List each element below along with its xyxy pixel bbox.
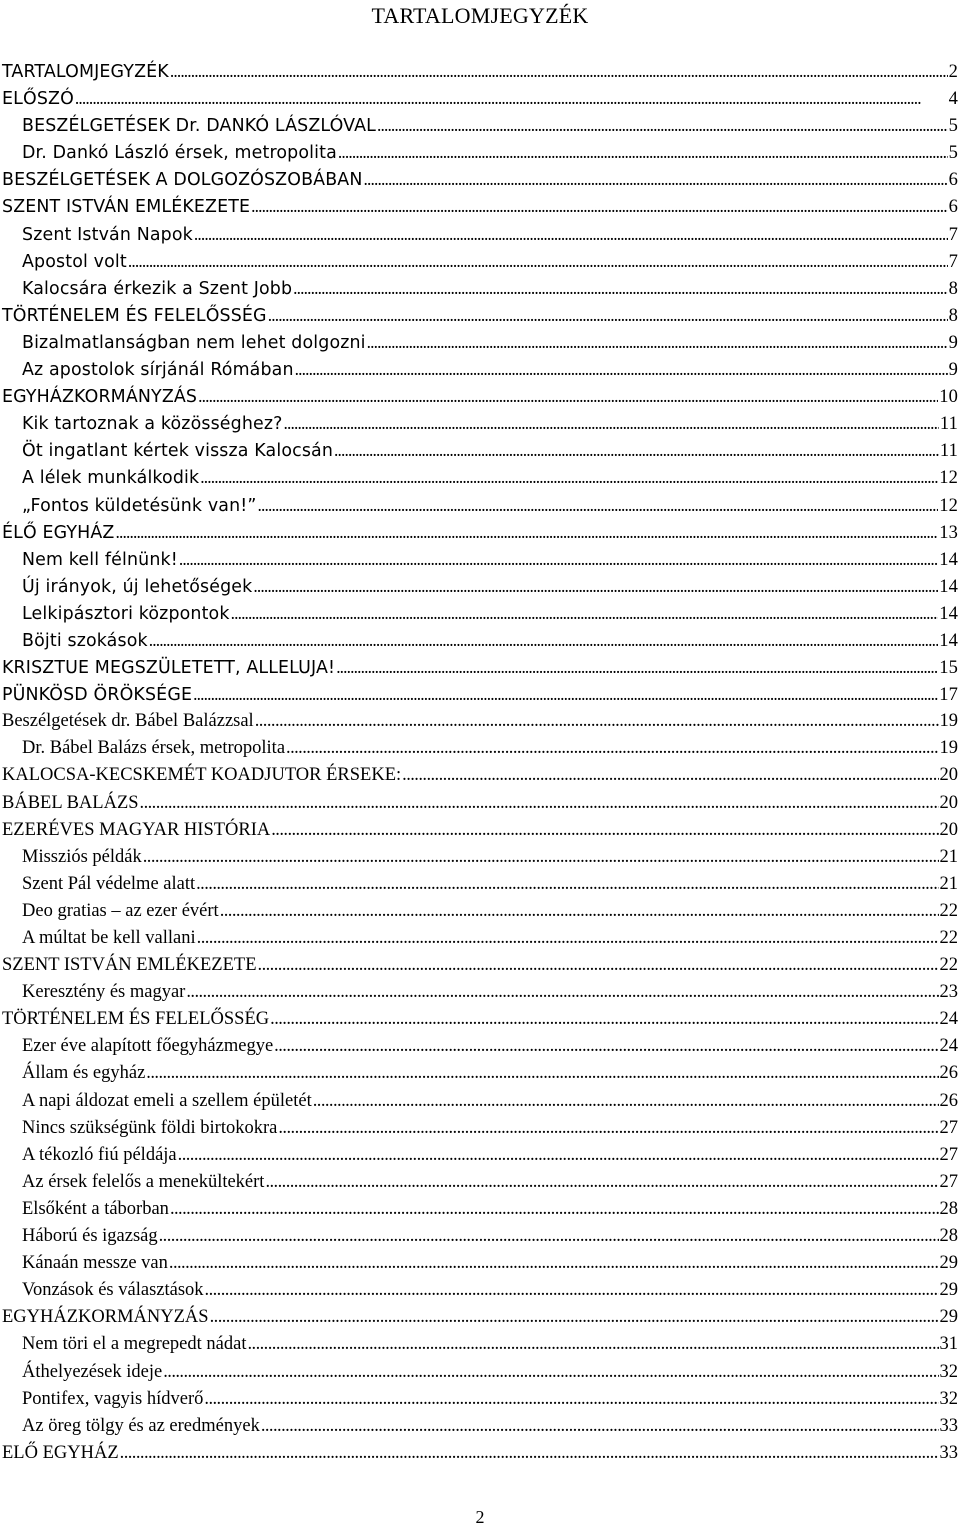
toc-entry[interactable] (0, 600, 960, 627)
toc-entry-page: 29 (939, 1307, 958, 1328)
toc-entry[interactable] (0, 1359, 960, 1386)
toc-dot-leader (178, 1142, 939, 1169)
toc-entry[interactable] (0, 519, 960, 546)
toc-entry-page: 11 (939, 441, 958, 462)
toc-entry-title: Apostol volt (22, 251, 127, 272)
toc-entry-page: 7 (948, 224, 958, 245)
toc-entry-page: 5 (948, 143, 958, 164)
toc-entry[interactable] (0, 654, 960, 681)
toc-dot-leader (159, 1223, 939, 1250)
toc-entry[interactable] (0, 1440, 960, 1467)
table-of-contents (0, 58, 960, 1467)
toc-entry[interactable] (0, 85, 960, 112)
toc-entry-title: Nem töri el a megrepedt nádat (22, 1334, 247, 1355)
toc-dot-leader (169, 1250, 939, 1277)
toc-entry[interactable] (0, 1033, 960, 1060)
toc-dot-leader (270, 1006, 938, 1033)
toc-entry-page: 24 (939, 1009, 958, 1030)
toc-entry-page: 14 (939, 603, 958, 624)
toc-entry[interactable] (0, 790, 960, 817)
toc-entry-title: A múltat be kell vallani (22, 928, 196, 948)
toc-entry-page: 28 (939, 1198, 958, 1219)
toc-entry-page: 11 (939, 414, 958, 435)
toc-entry[interactable] (0, 762, 960, 789)
toc-entry-title: TÖRTÉNELEM ÉS FELELŐSSÉG (2, 1009, 270, 1030)
toc-dot-leader (364, 166, 948, 194)
toc-dot-leader (128, 248, 948, 276)
page-number: 2 (475, 1507, 485, 1527)
toc-dot-leader (261, 1413, 939, 1440)
toc-entry-page: 27 (939, 1171, 958, 1192)
toc-entry-page: 2 (948, 62, 958, 82)
toc-entry[interactable] (0, 1413, 960, 1440)
toc-dot-leader (402, 762, 938, 789)
toc-entry-page: 14 (939, 549, 958, 570)
toc-entry[interactable] (0, 871, 960, 898)
toc-entry[interactable] (0, 898, 960, 925)
toc-entry-page: 14 (939, 630, 958, 651)
toc-entry-title: Szent István Napok (22, 224, 193, 245)
toc-entry-page: 33 (939, 1415, 958, 1436)
toc-entry[interactable] (0, 1250, 960, 1277)
toc-entry-page: 17 (939, 685, 958, 706)
toc-entry-title: Öt ingatlant kértek vissza Kalocsán (22, 441, 334, 462)
toc-dot-leader (255, 708, 939, 735)
toc-dot-leader (293, 275, 947, 303)
toc-dot-leader (265, 1169, 938, 1196)
toc-dot-leader (268, 302, 948, 330)
toc-entry-title: Deo gratias – az ezer évért (22, 900, 219, 921)
toc-entry-title: KALOCSA-KECSKEMÉT KOADJUTOR ÉRSEKE: (2, 765, 402, 786)
toc-entry-title: SZENT ISTVÁN EMLÉKEZETE (2, 197, 251, 218)
toc-entry-title: KRISZTUE MEGSZÜLETETT, ALLELUJA! (2, 658, 336, 679)
toc-entry-page: 5 (948, 116, 958, 137)
toc-entry[interactable] (0, 925, 960, 952)
toc-entry-page: 6 (948, 170, 958, 191)
toc-dot-leader (220, 898, 939, 925)
toc-entry[interactable] (0, 1386, 960, 1413)
toc-entry-page: 6 (948, 197, 958, 218)
toc-entry[interactable] (0, 681, 960, 708)
toc-dot-leader (170, 58, 948, 86)
toc-entry-page: 26 (939, 1063, 958, 1084)
toc-dot-leader (163, 1359, 938, 1386)
toc-dot-leader (210, 1304, 939, 1331)
toc-entry-title: EGYHÁZKORMÁNYZÁS (2, 387, 198, 408)
toc-dot-leader (247, 1331, 938, 1358)
toc-dot-leader (179, 546, 938, 574)
toc-dot-leader (194, 221, 948, 249)
toc-entry-page: 28 (939, 1226, 958, 1247)
toc-entry-title: Új irányok, új lehetőségek (22, 576, 253, 597)
toc-entry-title: A lélek munkálkodik (22, 468, 200, 489)
toc-entry[interactable] (0, 112, 960, 139)
toc-dot-leader (336, 654, 938, 682)
toc-entry[interactable] (0, 627, 960, 654)
toc-entry-title: ÉLŐ EGYHÁZ (2, 522, 115, 543)
toc-entry-title: Ezer éve alapított főegyházmegye (22, 1036, 274, 1057)
toc-entry-page: 12 (939, 468, 958, 489)
toc-entry-page: 31 (939, 1334, 958, 1355)
toc-entry-title: ELŐ EGYHÁZ (2, 1442, 119, 1463)
toc-entry[interactable] (0, 221, 960, 248)
toc-dot-leader (286, 735, 938, 762)
toc-entry-title: Az apostolok sírjánál Rómában (22, 360, 294, 381)
toc-entry[interactable] (0, 708, 960, 735)
toc-entry-page: 19 (939, 738, 958, 759)
toc-entry[interactable] (0, 166, 960, 193)
toc-entry-page: 27 (939, 1144, 958, 1165)
toc-entry-title: Állam és egyház (22, 1063, 146, 1084)
toc-entry-title: ELŐSZÓ (2, 89, 74, 110)
toc-entry[interactable] (0, 1223, 960, 1250)
toc-dot-leader (170, 1196, 939, 1223)
toc-entry-page: 20 (939, 765, 958, 786)
toc-entry-page: 22 (939, 928, 958, 948)
toc-entry-title: TÖRTÉNELEM ÉS FELELŐSSÉG (2, 305, 267, 326)
toc-entry[interactable] (0, 1060, 960, 1087)
toc-dot-leader (75, 85, 948, 113)
toc-entry[interactable] (0, 248, 960, 275)
toc-entry[interactable] (0, 844, 960, 871)
toc-entry-page: 21 (939, 846, 958, 867)
toc-entry-title: TARTALOMJEGYZÉK (2, 62, 169, 82)
toc-entry-title: Nincs szükségünk földi birtokokra (22, 1117, 278, 1138)
toc-entry[interactable] (0, 492, 960, 519)
toc-entry[interactable] (0, 193, 960, 220)
toc-entry[interactable] (0, 356, 960, 383)
toc-entry-page: 8 (948, 305, 958, 326)
toc-entry[interactable] (0, 383, 960, 410)
toc-dot-leader (278, 1115, 938, 1142)
toc-entry-title: A tékozló fiú példája (22, 1144, 177, 1165)
toc-entry[interactable] (0, 546, 960, 573)
toc-dot-leader (258, 952, 939, 979)
toc-dot-leader (143, 844, 939, 871)
toc-entry-page: 7 (948, 251, 958, 272)
toc-entry[interactable] (0, 979, 960, 1006)
toc-entry-page: 20 (939, 792, 958, 813)
toc-dot-leader (334, 437, 939, 465)
toc-dot-leader (200, 464, 938, 492)
toc-entry-title: Áthelyezések ideje (22, 1361, 163, 1382)
toc-dot-leader (140, 790, 939, 817)
toc-dot-leader (205, 1277, 939, 1304)
toc-entry-page: 24 (939, 1036, 958, 1057)
toc-dot-leader (274, 1033, 938, 1060)
toc-entry-title: Keresztény és magyar (22, 982, 186, 1003)
toc-dot-leader (338, 139, 948, 167)
page-title: TARTALOMJEGYZÉK (371, 3, 589, 28)
toc-entry-page: 9 (948, 332, 958, 353)
toc-entry[interactable] (0, 573, 960, 600)
toc-dot-leader (367, 329, 948, 357)
toc-entry[interactable] (0, 952, 960, 979)
toc-entry-page: 22 (939, 955, 958, 976)
toc-entry-page: 26 (939, 1090, 958, 1111)
toc-entry-title: Lelkipásztori központok (22, 603, 230, 624)
toc-entry[interactable] (0, 817, 960, 844)
toc-entry-page: 9 (948, 360, 958, 381)
toc-entry-title: „Fontos küldetésünk van!” (22, 495, 257, 516)
toc-dot-leader (197, 925, 939, 952)
toc-entry[interactable] (0, 302, 960, 329)
toc-entry[interactable] (0, 464, 960, 491)
toc-dot-leader (146, 1060, 938, 1087)
toc-entry[interactable] (0, 1169, 960, 1196)
toc-entry-page: 12 (939, 495, 958, 516)
toc-entry[interactable] (0, 1277, 960, 1304)
toc-dot-leader (377, 112, 948, 140)
toc-entry-title: Beszélgetések dr. Bábel Balázzsal (2, 711, 254, 732)
toc-entry[interactable] (0, 410, 960, 437)
toc-entry[interactable] (0, 735, 960, 762)
toc-entry-title: PÜNKÖSD ÖRÖKSÉGE (2, 685, 193, 706)
toc-entry-page: 29 (939, 1280, 958, 1301)
toc-dot-leader (253, 573, 938, 601)
toc-entry-title: Vonzások és választások (22, 1280, 204, 1301)
toc-entry-page: 8 (948, 278, 958, 299)
toc-entry-title: BÁBEL BALÁZS (2, 792, 139, 813)
toc-dot-leader (204, 1386, 938, 1413)
toc-dot-leader (284, 410, 939, 438)
toc-entry[interactable] (0, 275, 960, 302)
toc-entry-title: Nem kell félnünk! (22, 549, 178, 570)
toc-entry[interactable] (0, 1142, 960, 1169)
toc-entry-title: A napi áldozat emeli a szellem épületét (22, 1090, 312, 1111)
toc-entry-title: Bizalmatlanságban nem lehet dolgozni (22, 332, 366, 353)
toc-entry[interactable] (0, 1304, 960, 1331)
toc-dot-leader (120, 1440, 939, 1467)
toc-entry-page: 14 (939, 576, 958, 597)
toc-entry-title: BESZÉLGETÉSEK A DOLGOZÓSZOBÁBAN (2, 170, 363, 191)
toc-dot-leader (271, 817, 938, 844)
toc-entry-page: 15 (939, 658, 958, 679)
toc-entry-page: 23 (939, 982, 958, 1003)
toc-entry-page: 20 (939, 819, 958, 840)
toc-entry-title: Missziós példák (22, 846, 142, 867)
toc-entry[interactable] (0, 139, 960, 166)
toc-dot-leader (258, 492, 939, 520)
toc-entry-title: Háború és igazság (22, 1226, 158, 1247)
toc-entry-page: 13 (939, 522, 958, 543)
toc-dot-leader (116, 519, 939, 547)
toc-entry-title: EGYHÁZKORMÁNYZÁS (2, 1307, 209, 1328)
toc-dot-leader (196, 871, 938, 898)
toc-entry-page: 29 (939, 1253, 958, 1274)
toc-dot-leader (251, 193, 947, 221)
toc-entry-page: 32 (939, 1361, 958, 1382)
toc-entry[interactable] (0, 1331, 960, 1358)
toc-entry-page: 10 (939, 387, 958, 408)
toc-entry-title: Böjti szokások (22, 630, 148, 651)
toc-dot-leader (149, 627, 938, 655)
toc-entry-page: 32 (939, 1388, 958, 1409)
toc-entry-page: 33 (939, 1442, 958, 1463)
toc-entry-title: Az érsek felelős a menekültekért (22, 1171, 265, 1192)
toc-entry-page: 27 (939, 1117, 958, 1138)
toc-entry-title: Dr. Dankó László érsek, metropolita (22, 143, 337, 164)
toc-entry-title: EZERÉVES MAGYAR HISTÓRIA (2, 819, 271, 840)
toc-dot-leader (198, 383, 938, 411)
toc-dot-leader (313, 1088, 939, 1115)
toc-entry-page: 19 (939, 711, 958, 732)
toc-entry[interactable] (0, 1088, 960, 1115)
toc-entry[interactable] (0, 1115, 960, 1142)
toc-entry[interactable] (0, 58, 960, 85)
toc-entry-title: Az öreg tölgy és az eredmények (22, 1415, 260, 1436)
toc-entry[interactable] (0, 1196, 960, 1223)
toc-entry-title: BESZÉLGETÉSEK Dr. DANKÓ LÁSZLÓVAL (22, 116, 376, 137)
toc-dot-leader (193, 681, 938, 709)
toc-entry-title: Kánaán messze van (22, 1253, 168, 1274)
toc-entry-page: 22 (939, 900, 958, 921)
toc-dot-leader (231, 600, 939, 628)
toc-entry-title: Szent Pál védelme alatt (22, 873, 196, 894)
toc-dot-leader (295, 356, 948, 384)
toc-entry-page: 4 (948, 89, 958, 110)
toc-entry[interactable] (0, 1006, 960, 1033)
toc-entry-title: Kalocsára érkezik a Szent Jobb (22, 278, 293, 299)
toc-entry-title: Dr. Bábel Balázs érsek, metropolita (22, 738, 286, 759)
toc-entry[interactable] (0, 437, 960, 464)
toc-entry[interactable] (0, 329, 960, 356)
toc-dot-leader (186, 979, 938, 1006)
toc-entry-title: SZENT ISTVÁN EMLÉKEZETE (2, 955, 257, 976)
toc-entry-page: 21 (939, 873, 958, 894)
toc-entry-title: Pontifex, vagyis hídverő (22, 1388, 204, 1409)
toc-entry-title: Elsőként a táborban (22, 1198, 169, 1219)
toc-entry-title: Kik tartoznak a közösséghez? (22, 414, 283, 435)
